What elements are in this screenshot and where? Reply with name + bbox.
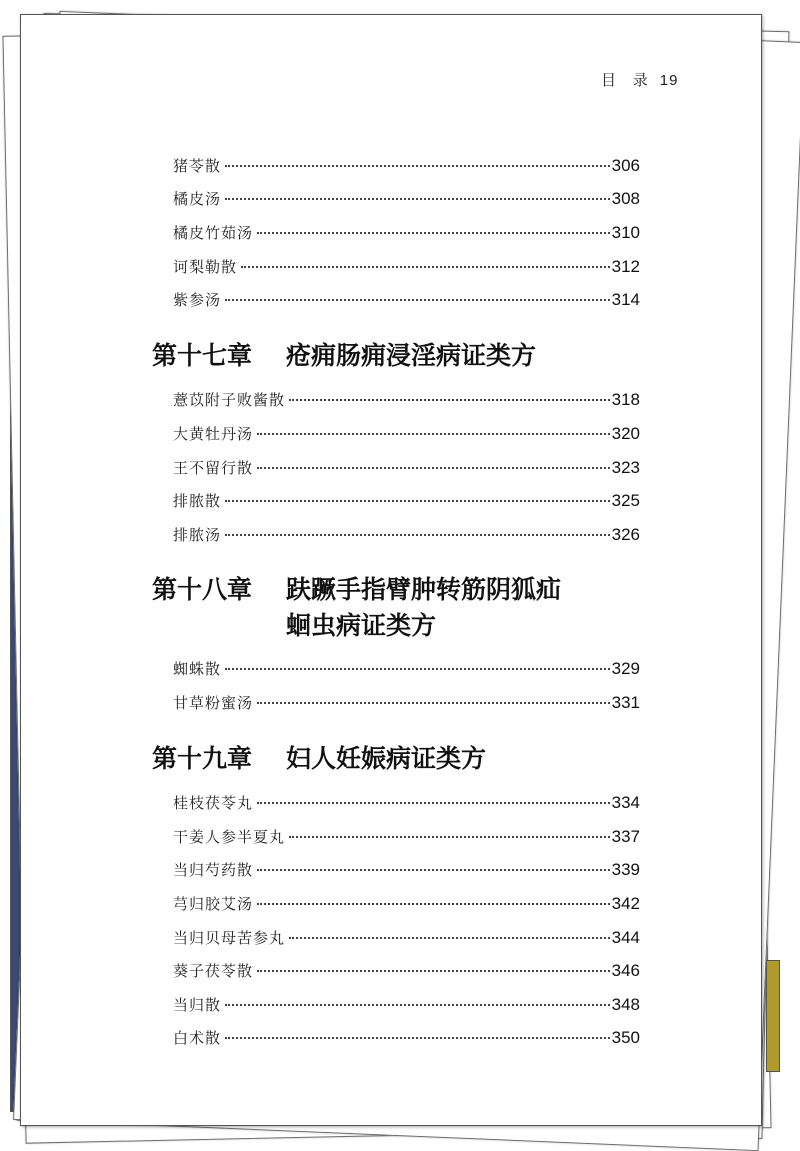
entry-page-number: 344 bbox=[611, 928, 640, 947]
chapter-title-line2: 蛔虫病证类方 bbox=[286, 611, 437, 640]
entry-title: 紫参汤 bbox=[173, 291, 222, 309]
toc-entry[interactable] bbox=[173, 524, 640, 548]
chapter-number: 第十八章 bbox=[152, 575, 253, 604]
entry-page-number: 323 bbox=[611, 458, 640, 477]
entry-page-number: 310 bbox=[611, 223, 640, 242]
entry-page-number: 339 bbox=[611, 860, 640, 879]
running-head-title: 目 录 bbox=[601, 71, 654, 89]
entry-title: 大黄牡丹汤 bbox=[173, 425, 254, 443]
entry-page-number: 325 bbox=[611, 491, 640, 510]
entry-page-number: 308 bbox=[611, 189, 640, 208]
toc-entry[interactable] bbox=[173, 155, 640, 179]
chapter-number: 第十九章 bbox=[152, 744, 253, 773]
entry-title: 芎归胶艾汤 bbox=[173, 895, 254, 913]
toc-entry[interactable] bbox=[173, 927, 640, 951]
dot-leader bbox=[257, 433, 610, 435]
dot-leader bbox=[257, 802, 610, 804]
entry-page-number: 350 bbox=[611, 1028, 640, 1047]
toc-entry[interactable] bbox=[173, 490, 640, 514]
toc-page bbox=[20, 14, 762, 1126]
toc-entry[interactable] bbox=[173, 893, 640, 917]
entry-title: 猪苓散 bbox=[173, 157, 222, 175]
entry-title: 当归芍药散 bbox=[173, 861, 254, 879]
entry-page-number: 342 bbox=[611, 894, 640, 913]
entry-title: 当归散 bbox=[173, 996, 222, 1014]
entry-title: 蜘蛛散 bbox=[173, 660, 222, 678]
dot-leader bbox=[257, 903, 610, 905]
entry-page-number: 337 bbox=[611, 827, 640, 846]
toc-entry[interactable] bbox=[173, 792, 640, 816]
entry-page-number: 320 bbox=[611, 424, 640, 443]
dot-leader bbox=[257, 869, 610, 871]
dot-leader bbox=[257, 970, 610, 972]
entry-page-number: 331 bbox=[611, 693, 640, 712]
entry-page-number: 312 bbox=[611, 257, 640, 276]
toc-entry[interactable] bbox=[173, 1027, 640, 1051]
toc-entry[interactable] bbox=[173, 289, 640, 313]
chapter-heading[interactable] bbox=[152, 341, 536, 371]
dot-leader bbox=[225, 668, 610, 670]
entry-title: 当归贝母苦参丸 bbox=[173, 929, 286, 947]
toc-entry[interactable] bbox=[173, 423, 640, 447]
toc-entry[interactable] bbox=[173, 826, 640, 850]
dot-leader bbox=[225, 1037, 610, 1039]
entry-title: 葵子茯苓散 bbox=[173, 962, 254, 980]
entry-page-number: 346 bbox=[611, 961, 640, 980]
dot-leader bbox=[257, 467, 610, 469]
toc-entry[interactable] bbox=[173, 389, 640, 413]
entry-page-number: 326 bbox=[611, 525, 640, 544]
entry-title: 橘皮汤 bbox=[173, 190, 222, 208]
chapter-title: 疮痈肠痈浸淫病证类方 bbox=[286, 341, 537, 370]
entry-page-number: 334 bbox=[611, 793, 640, 812]
running-head-page-number: 19 bbox=[659, 72, 679, 89]
toc-entry[interactable] bbox=[173, 658, 640, 682]
toc-entry[interactable] bbox=[173, 256, 640, 280]
entry-title: 排脓散 bbox=[173, 492, 222, 510]
entry-title: 排脓汤 bbox=[173, 526, 222, 544]
toc-entry[interactable] bbox=[173, 960, 640, 984]
toc-entry[interactable] bbox=[173, 859, 640, 883]
chapter-heading[interactable] bbox=[152, 744, 486, 774]
entry-title: 白术散 bbox=[173, 1029, 222, 1047]
dot-leader bbox=[289, 399, 610, 401]
dot-leader bbox=[225, 165, 610, 167]
dot-leader bbox=[225, 198, 610, 200]
dot-leader bbox=[225, 1004, 610, 1006]
toc-entry[interactable] bbox=[173, 188, 640, 212]
toc-entry[interactable] bbox=[173, 222, 640, 246]
entry-title: 橘皮竹茹汤 bbox=[173, 224, 254, 242]
entry-title: 诃梨勒散 bbox=[173, 258, 238, 276]
entry-title: 王不留行散 bbox=[173, 459, 254, 477]
book-cover-edge bbox=[766, 960, 780, 1072]
dot-leader bbox=[225, 299, 610, 301]
toc-entry[interactable] bbox=[173, 994, 640, 1018]
entry-title: 桂枝茯苓丸 bbox=[173, 794, 254, 812]
chapter-title: 趺蹶手指臂肿转筋阴狐疝 bbox=[286, 575, 562, 604]
chapter-number: 第十七章 bbox=[152, 341, 253, 370]
toc-entry[interactable] bbox=[173, 457, 640, 481]
entry-page-number: 348 bbox=[611, 995, 640, 1014]
dot-leader bbox=[289, 836, 610, 838]
entry-page-number: 314 bbox=[611, 290, 640, 309]
dot-leader bbox=[257, 232, 610, 234]
running-head bbox=[601, 69, 685, 90]
entry-page-number: 329 bbox=[611, 659, 640, 678]
entry-page-number: 318 bbox=[611, 390, 640, 409]
entry-title: 薏苡附子败酱散 bbox=[173, 391, 286, 409]
entry-title: 甘草粉蜜汤 bbox=[173, 694, 254, 712]
dot-leader bbox=[257, 702, 610, 704]
dot-leader bbox=[225, 534, 610, 536]
entry-title: 干姜人参半夏丸 bbox=[173, 828, 286, 846]
dot-leader bbox=[289, 937, 610, 939]
dot-leader bbox=[241, 266, 610, 268]
chapter-heading[interactable] bbox=[152, 575, 561, 641]
chapter-title: 妇人妊娠病证类方 bbox=[286, 744, 487, 773]
toc-entry[interactable] bbox=[173, 692, 640, 716]
dot-leader bbox=[225, 500, 610, 502]
entry-page-number: 306 bbox=[611, 156, 640, 175]
